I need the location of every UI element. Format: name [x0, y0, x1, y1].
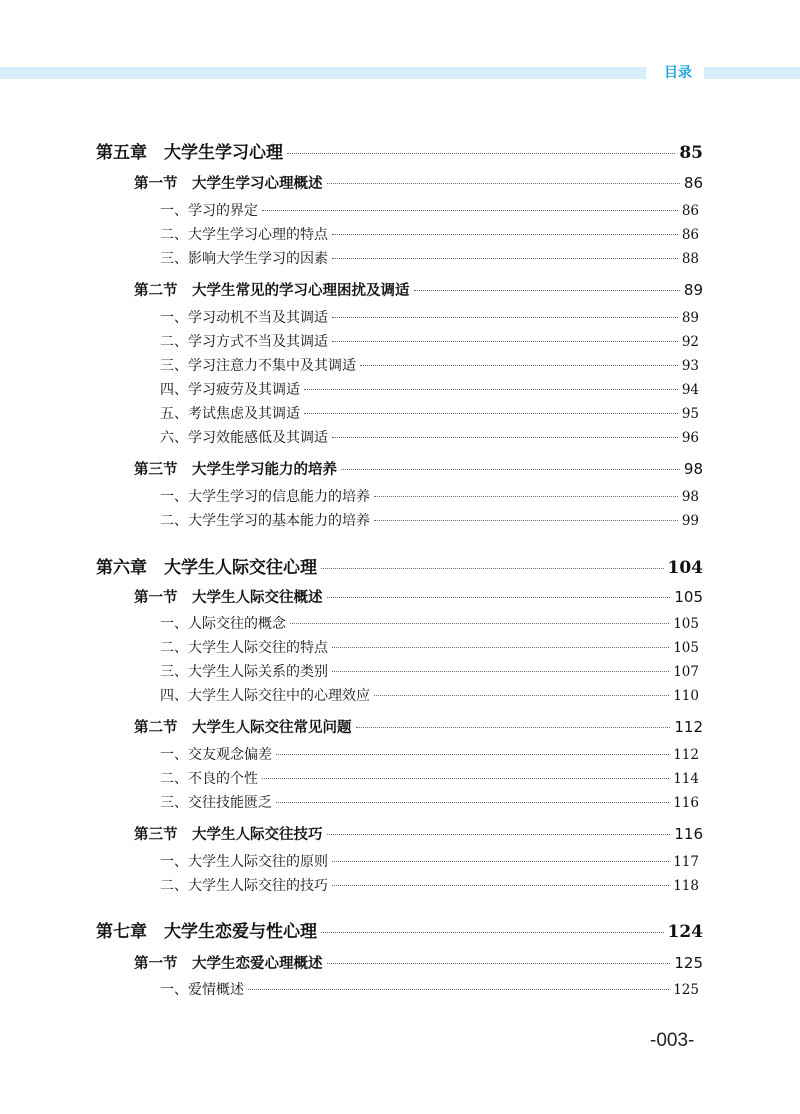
toc-page-number: 89: [683, 281, 703, 299]
toc-page-number: 95: [681, 406, 699, 422]
dot-leader: [327, 834, 671, 835]
dot-leader: [276, 754, 669, 755]
toc-title: 第三节 大学生人际交往技巧: [134, 827, 323, 843]
toc-title: 第一节 大学生学习心理概述: [134, 176, 323, 192]
toc-page-number: 105: [673, 640, 699, 656]
toc-title: 四、学习疲劳及其调适: [160, 382, 300, 398]
toc-page-number: 124: [667, 922, 703, 942]
dot-leader: [327, 963, 671, 964]
toc-page-number: 89: [681, 310, 699, 326]
toc-entry-item: [160, 613, 699, 633]
toc-page-number: 112: [673, 747, 699, 763]
toc-page-number: 88: [681, 251, 699, 267]
toc-title: 三、影响大学生学习的因素: [160, 251, 328, 267]
toc-page-number: 98: [681, 489, 699, 505]
dot-leader: [262, 210, 678, 211]
dot-leader: [332, 647, 669, 648]
toc-entry-section: [134, 172, 703, 193]
toc-page-number: 85: [679, 143, 703, 163]
dot-leader: [332, 234, 678, 235]
toc-page-number: 125: [673, 982, 699, 998]
toc-title: 一、交友观念偏差: [160, 747, 272, 763]
toc-title: 一、大学生学习的信息能力的培养: [160, 489, 370, 505]
toc-entry-item: [160, 200, 699, 220]
header-title: 目录: [664, 64, 692, 80]
page-number: -003-: [650, 1030, 695, 1051]
toc-page-number: 86: [681, 203, 699, 219]
dot-leader: [332, 317, 678, 318]
toc-page-number: 110: [673, 688, 699, 704]
dot-leader: [356, 727, 671, 728]
toc-entry-item: [160, 744, 699, 764]
dot-leader: [290, 623, 669, 624]
toc-page-number: 105: [674, 588, 703, 606]
dot-leader: [332, 341, 678, 342]
toc-entry-item: [160, 637, 699, 657]
dot-leader: [360, 365, 678, 366]
toc-title: 三、交往技能匮乏: [160, 795, 272, 811]
toc-entry-item: [160, 355, 699, 375]
toc-entry-item: [160, 307, 699, 327]
toc-title: 三、大学生人际关系的类别: [160, 664, 328, 680]
toc-title: 一、学习的界定: [160, 203, 258, 219]
dot-leader: [332, 258, 678, 259]
toc-page-number: 94: [681, 382, 699, 398]
toc-entry-section: [134, 279, 703, 300]
toc-page-number: 86: [683, 174, 703, 192]
toc-entry-item: [160, 792, 699, 812]
toc-entry-item: [160, 510, 699, 530]
dot-leader: [276, 802, 669, 803]
toc-title: 六、学习效能感低及其调适: [160, 430, 328, 446]
toc-title: 一、大学生人际交往的原则: [160, 854, 328, 870]
toc-title: 一、人际交往的概念: [160, 616, 286, 632]
toc-entry-item: [160, 685, 699, 705]
toc-entry-chapter: [96, 917, 703, 942]
dot-leader: [304, 389, 678, 390]
dot-leader: [332, 671, 669, 672]
toc-entry-item: [160, 486, 699, 506]
toc-title: 第五章 大学生学习心理: [96, 143, 283, 163]
toc-page-number: 105: [673, 616, 699, 632]
dot-leader: [327, 597, 671, 598]
dot-leader: [341, 469, 680, 470]
dot-leader: [374, 695, 669, 696]
header-band-left: [0, 67, 646, 79]
toc-title: 二、学习方式不当及其调适: [160, 334, 328, 350]
toc-title: 第二节 大学生常见的学习心理困扰及调适: [134, 283, 410, 299]
toc-page-number: 116: [673, 795, 699, 811]
toc-title: 二、不良的个性: [160, 771, 258, 787]
toc-page-number: 99: [681, 513, 699, 529]
toc-entry-item: [160, 661, 699, 681]
dot-leader: [332, 861, 669, 862]
toc-title: 二、大学生人际交往的技巧: [160, 878, 328, 894]
toc-title: 二、大学生学习心理的特点: [160, 227, 328, 243]
toc-title: 第一节 大学生人际交往概述: [134, 590, 323, 606]
toc-page-number: 118: [673, 878, 699, 894]
toc-entry-section: [134, 952, 703, 973]
toc-title: 一、爱情概述: [160, 982, 244, 998]
toc-title: 第三节 大学生学习能力的培养: [134, 462, 337, 478]
toc-entry-item: [160, 331, 699, 351]
toc-entry-section: [134, 823, 703, 844]
toc-page-number: 117: [673, 854, 699, 870]
dot-leader: [248, 989, 669, 990]
toc-page-number: 112: [674, 718, 703, 736]
toc-page-number: 93: [681, 358, 699, 374]
toc-page-number: 98: [683, 460, 703, 478]
toc-title: 二、大学生人际交往的特点: [160, 640, 328, 656]
toc-title: 五、考试焦虑及其调适: [160, 406, 300, 422]
header-band-right: [704, 67, 800, 79]
toc-title: 三、学习注意力不集中及其调适: [160, 358, 356, 374]
toc-entry-item: [160, 379, 699, 399]
dot-leader: [332, 437, 678, 438]
toc-entry-item: [160, 224, 699, 244]
toc-title: 二、大学生学习的基本能力的培养: [160, 513, 370, 529]
dot-leader: [321, 932, 664, 933]
dot-leader: [374, 496, 678, 497]
dot-leader: [374, 520, 678, 521]
dot-leader: [332, 885, 669, 886]
toc-title: 第七章 大学生恋爱与性心理: [96, 922, 317, 942]
toc-entry-item: [160, 427, 699, 447]
toc-page-number: 104: [667, 558, 703, 578]
toc-entry-chapter: [96, 553, 703, 578]
dot-leader: [262, 778, 669, 779]
dot-leader: [304, 413, 678, 414]
toc-entry-item: [160, 248, 699, 268]
toc-entry-item: [160, 979, 699, 999]
toc-entry-chapter: [96, 138, 703, 163]
dot-leader: [321, 568, 664, 569]
toc-page-number: 92: [681, 334, 699, 350]
dot-leader: [287, 153, 675, 154]
toc-title: 第六章 大学生人际交往心理: [96, 558, 317, 578]
toc-page-number: 125: [674, 954, 703, 972]
toc-page-number: 116: [674, 825, 703, 843]
toc-page-number: 86: [681, 227, 699, 243]
toc-entry-item: [160, 403, 699, 423]
toc-entry-section: [134, 586, 703, 607]
toc-title: 一、学习动机不当及其调适: [160, 310, 328, 326]
toc-page-number: 114: [673, 771, 699, 787]
dot-leader: [327, 183, 680, 184]
toc-entry-section: [134, 458, 703, 479]
toc-entry-section: [134, 716, 703, 737]
dot-leader: [414, 290, 680, 291]
toc-title: 第一节 大学生恋爱心理概述: [134, 956, 323, 972]
toc-page-number: 107: [673, 664, 699, 680]
header-band: [0, 64, 800, 80]
toc-entry-item: [160, 768, 699, 788]
toc-title: 第二节 大学生人际交往常见问题: [134, 720, 352, 736]
toc-title: 四、大学生人际交往中的心理效应: [160, 688, 370, 704]
toc-page-number: 96: [681, 430, 699, 446]
toc-entry-item: [160, 851, 699, 871]
toc-entry-item: [160, 875, 699, 895]
